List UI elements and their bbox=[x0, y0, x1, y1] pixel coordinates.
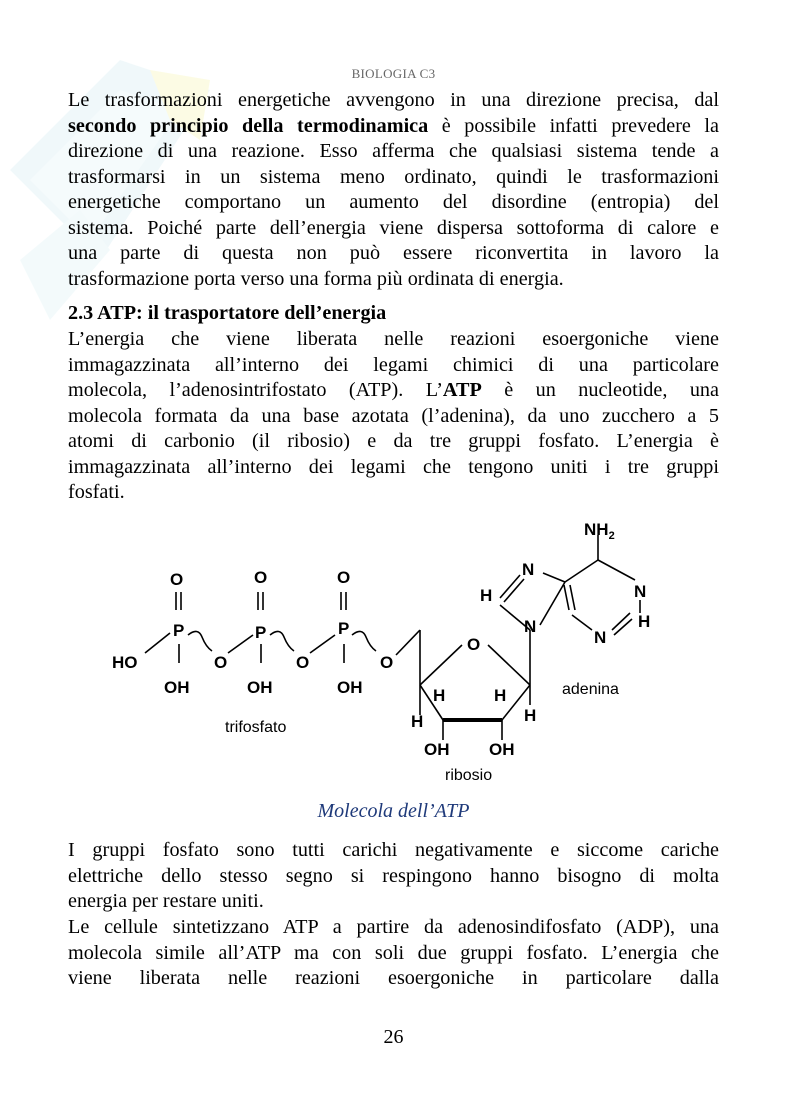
amine-label bbox=[584, 520, 615, 542]
hydrogen-label: H bbox=[433, 686, 446, 705]
hydrogen-label: H bbox=[638, 612, 651, 631]
hydrogen-label: H bbox=[480, 586, 493, 605]
text-line: viene liberata nelle reazioni esoergoniche in particolare dalla bbox=[68, 967, 719, 989]
section-heading: 2.3 ATP: il trasportatore dell’energia bbox=[68, 302, 387, 324]
text-line: trasformazione porta verso una forma più ordinata di energia. bbox=[68, 267, 564, 290]
hydroxyl-label: HO bbox=[112, 653, 138, 672]
ribosio-label: ribosio bbox=[445, 767, 493, 784]
oxygen-label: O bbox=[254, 568, 268, 587]
text-line: Le cellule sintetizzano ATP a partire da adenosindifosfato (ADP), una bbox=[68, 916, 719, 938]
text-line: fosfati. bbox=[68, 481, 125, 503]
text-line: una parte di questa non può essere riconvertita in lavoro la bbox=[68, 242, 719, 264]
hydroxyl-label: OH bbox=[424, 740, 450, 759]
amine-subscript: 2 bbox=[608, 530, 615, 542]
text-line bbox=[68, 114, 719, 140]
phosphorus-label: P bbox=[173, 621, 185, 640]
hydroxyl-label: OH bbox=[489, 740, 515, 759]
hydroxyl-label: OH bbox=[337, 678, 363, 697]
text-line: molecola formata da una base azotata (l’adenina), da uno zucchero a 5 bbox=[68, 404, 719, 427]
oxygen-label: O bbox=[296, 653, 310, 672]
nitrogen-label: N bbox=[524, 617, 537, 636]
bold-term: secondo principio della termodinamica bbox=[68, 114, 429, 137]
text-line: molecola simile all’ATP ma con soli due gruppi fosfato. L’energia che bbox=[68, 941, 719, 964]
text-line: energia per restare uniti. bbox=[68, 890, 264, 912]
text-line bbox=[68, 378, 719, 404]
hydrogen-label: H bbox=[494, 686, 507, 705]
text-line: trasformarsi in un sistema meno ordinato, quindi le trasformazioni bbox=[68, 165, 719, 188]
text-line: atomi di carbonio (il ribosio) e da tre gruppi fosfato. L’energia è bbox=[68, 430, 719, 452]
text-line: elettriche dello stesso segno si respingono hanno bisogno di molta bbox=[68, 864, 719, 887]
text-line: Le trasformazioni energetiche avvengono in una direzione precisa, dal bbox=[68, 89, 719, 111]
hydroxyl-label: OH bbox=[164, 678, 190, 697]
paragraph-atp bbox=[68, 327, 719, 506]
trifosfato-label: trifosfato bbox=[225, 719, 287, 736]
text-span: molecola, l’adenosintrifostato (ATP). L’ bbox=[68, 379, 443, 401]
bold-term: ATP bbox=[442, 379, 482, 401]
atp-molecule-diagram bbox=[100, 505, 660, 795]
text-span: è un nucleotide, una bbox=[481, 379, 719, 401]
nitrogen-label: N bbox=[594, 628, 607, 647]
text-line: immagazzinata all’interno dei legami chimici di una particolare bbox=[68, 353, 719, 376]
oxygen-label: O bbox=[380, 653, 394, 672]
text-line: L’energia che viene liberata nelle reazioni esoergoniche viene bbox=[68, 328, 719, 350]
oxygen-label: O bbox=[337, 568, 351, 587]
hydrogen-label: H bbox=[524, 706, 537, 725]
oxygen-label: O bbox=[214, 653, 228, 672]
paragraph-thermodynamics bbox=[68, 88, 719, 292]
page-number: 26 bbox=[383, 1026, 404, 1048]
phosphorus-label: P bbox=[255, 623, 267, 642]
nitrogen-label: N bbox=[634, 582, 647, 601]
text-line: immagazzinata all’interno dei legami che tengono uniti i tre gruppi bbox=[68, 455, 719, 478]
phosphorus-label: P bbox=[338, 619, 350, 638]
nitrogen-label: N bbox=[522, 560, 535, 579]
text-line: direzione di una reazione. Esso afferma che qualsiasi sistema tende a bbox=[68, 140, 719, 162]
text-span: è possibile infatti prevedere la bbox=[428, 114, 719, 137]
running-header: BIOLOGIA C3 bbox=[351, 66, 436, 81]
text-line: sistema. Poiché parte dell’energia viene dispersa sottoforma di calore e bbox=[68, 216, 719, 239]
hydrogen-label: H bbox=[411, 712, 424, 731]
oxygen-label: O bbox=[467, 635, 481, 654]
paragraph-phosphate-charge bbox=[68, 838, 719, 915]
text-line: energetiche comportano un aumento del disordine (entropia) del bbox=[68, 191, 719, 213]
figure-caption: Molecola dell’ATP bbox=[317, 800, 470, 822]
paragraph-adp bbox=[68, 915, 719, 992]
text-line: I gruppi fosfato sono tutti carichi negativamente e siccome cariche bbox=[68, 839, 719, 861]
amine-text: NH bbox=[584, 520, 609, 539]
oxygen-label: O bbox=[170, 570, 184, 589]
hydroxyl-label: OH bbox=[247, 678, 273, 697]
adenina-label: adenina bbox=[562, 681, 619, 698]
